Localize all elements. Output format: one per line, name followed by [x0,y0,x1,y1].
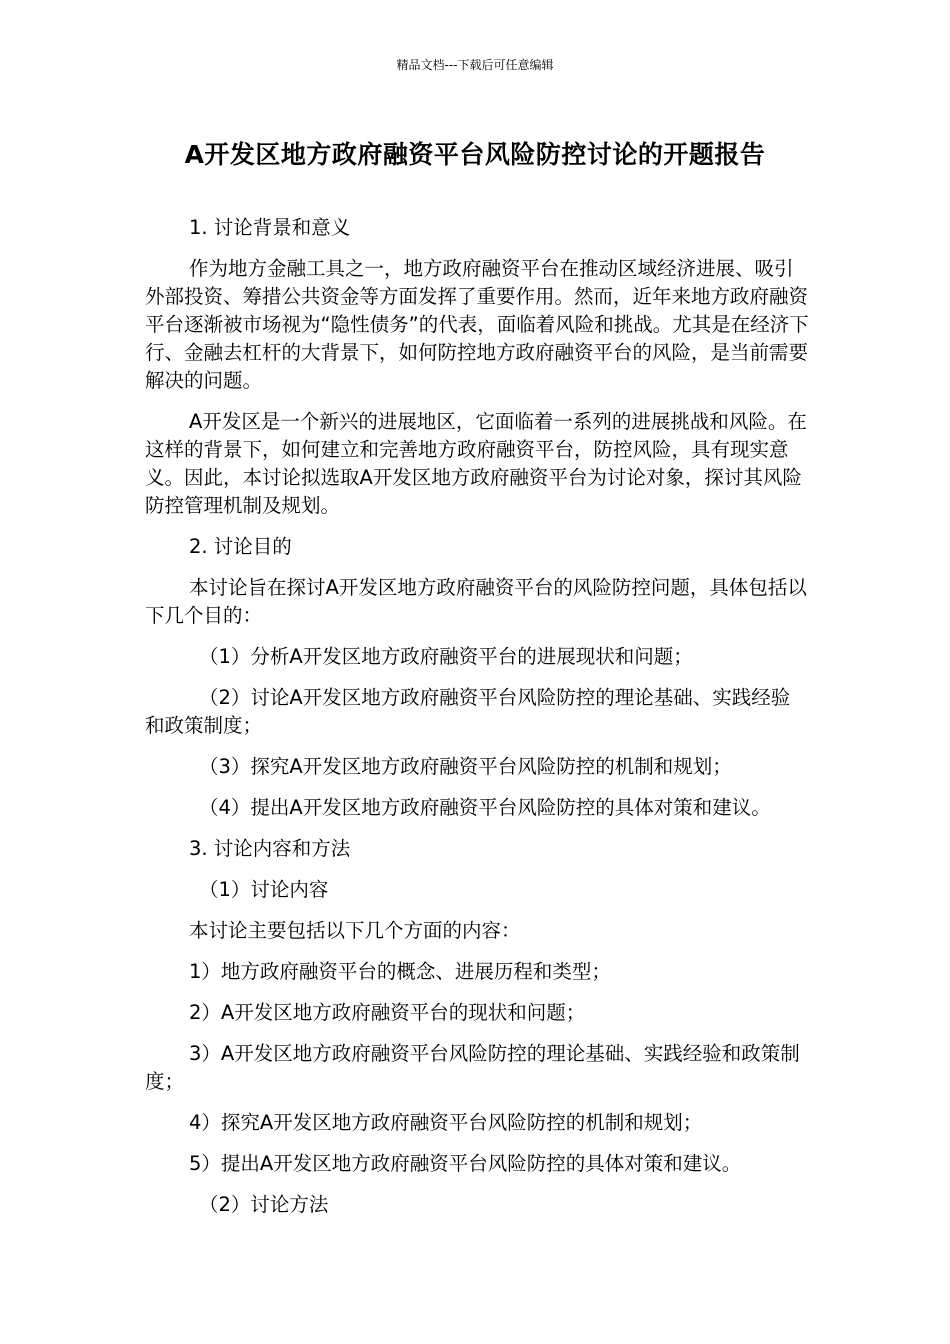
purpose-item-2: （2）讨论A开发区地方政府融资平台风险防控的理论基础、实践经验和政策制度； [145,686,791,737]
paragraph-background-2: A开发区是一个新兴的进展地区，它面临着一系列的进展挑战和风险。在这样的背景下，如何建立和完善地方政府融资平台，防控风险，具有现实意义。因此，本讨论拟选取A开发区地方政府融资平台为讨论对象，探讨其风险防控管理机制及规划。 [145,410,807,517]
header-note: 精品文档---下载后可任意编辑 [396,58,554,72]
purpose-item-1: （1）分析A开发区地方政府融资平台的进展现状和问题； [199,645,693,668]
purpose-item-4: （4）提出A开发区地方政府融资平台风险防控的具体对策和建议。 [199,796,771,819]
purpose-item-3: （3）探究A开发区地方政府融资平台风险防控的机制和规划； [199,755,732,778]
subsection-heading-method: （2）讨论方法 [199,1193,329,1216]
section-heading-purpose: 2. 讨论目的 [189,535,292,558]
content-item-1: 1）地方政府融资平台的概念、进展历程和类型； [189,960,611,983]
subsection-heading-content: （1）讨论内容 [199,878,329,901]
content-item-5: 5）提出A开发区地方政府融资平台风险防控的具体对策和建议。 [189,1152,742,1175]
paragraph-content-intro: 本讨论主要包括以下几个方面的内容： [189,919,521,942]
document-body [145,214,809,1232]
paragraph-purpose-intro: 本讨论旨在探讨A开发区地方政府融资平台的风险防控问题，具体包括以下几个目的： [145,576,807,627]
content-item-4: 4）探究A开发区地方政府融资平台风险防控的机制和规划； [189,1111,703,1134]
section-heading-content-method: 3. 讨论内容和方法 [189,837,351,860]
section-heading-background: 1. 讨论背景和意义 [189,216,351,239]
content-item-3: 3）A开发区地方政府融资平台风险防控的理论基础、实践经验和政策制度； [145,1042,800,1093]
paragraph-background-1: 作为地方金融工具之一，地方政府融资平台在推动区域经济进展、吸引外部投资、筹措公共资金等方面发挥了重要作用。然而，近年来地方政府融资平台逐渐被市场视为“隐性债务”的代表，面临着风险和挑战。尤其是在经济下行、金融去杠杆的大背景下，如何防控地方政府融资平台的风险，是当前需要解决的问题。 [145,257,809,392]
document-title: A开发区地方政府融资平台风险防控讨论的开题报告 [184,140,766,169]
content-item-2: 2）A开发区地方政府融资平台的现状和问题； [189,1001,586,1024]
